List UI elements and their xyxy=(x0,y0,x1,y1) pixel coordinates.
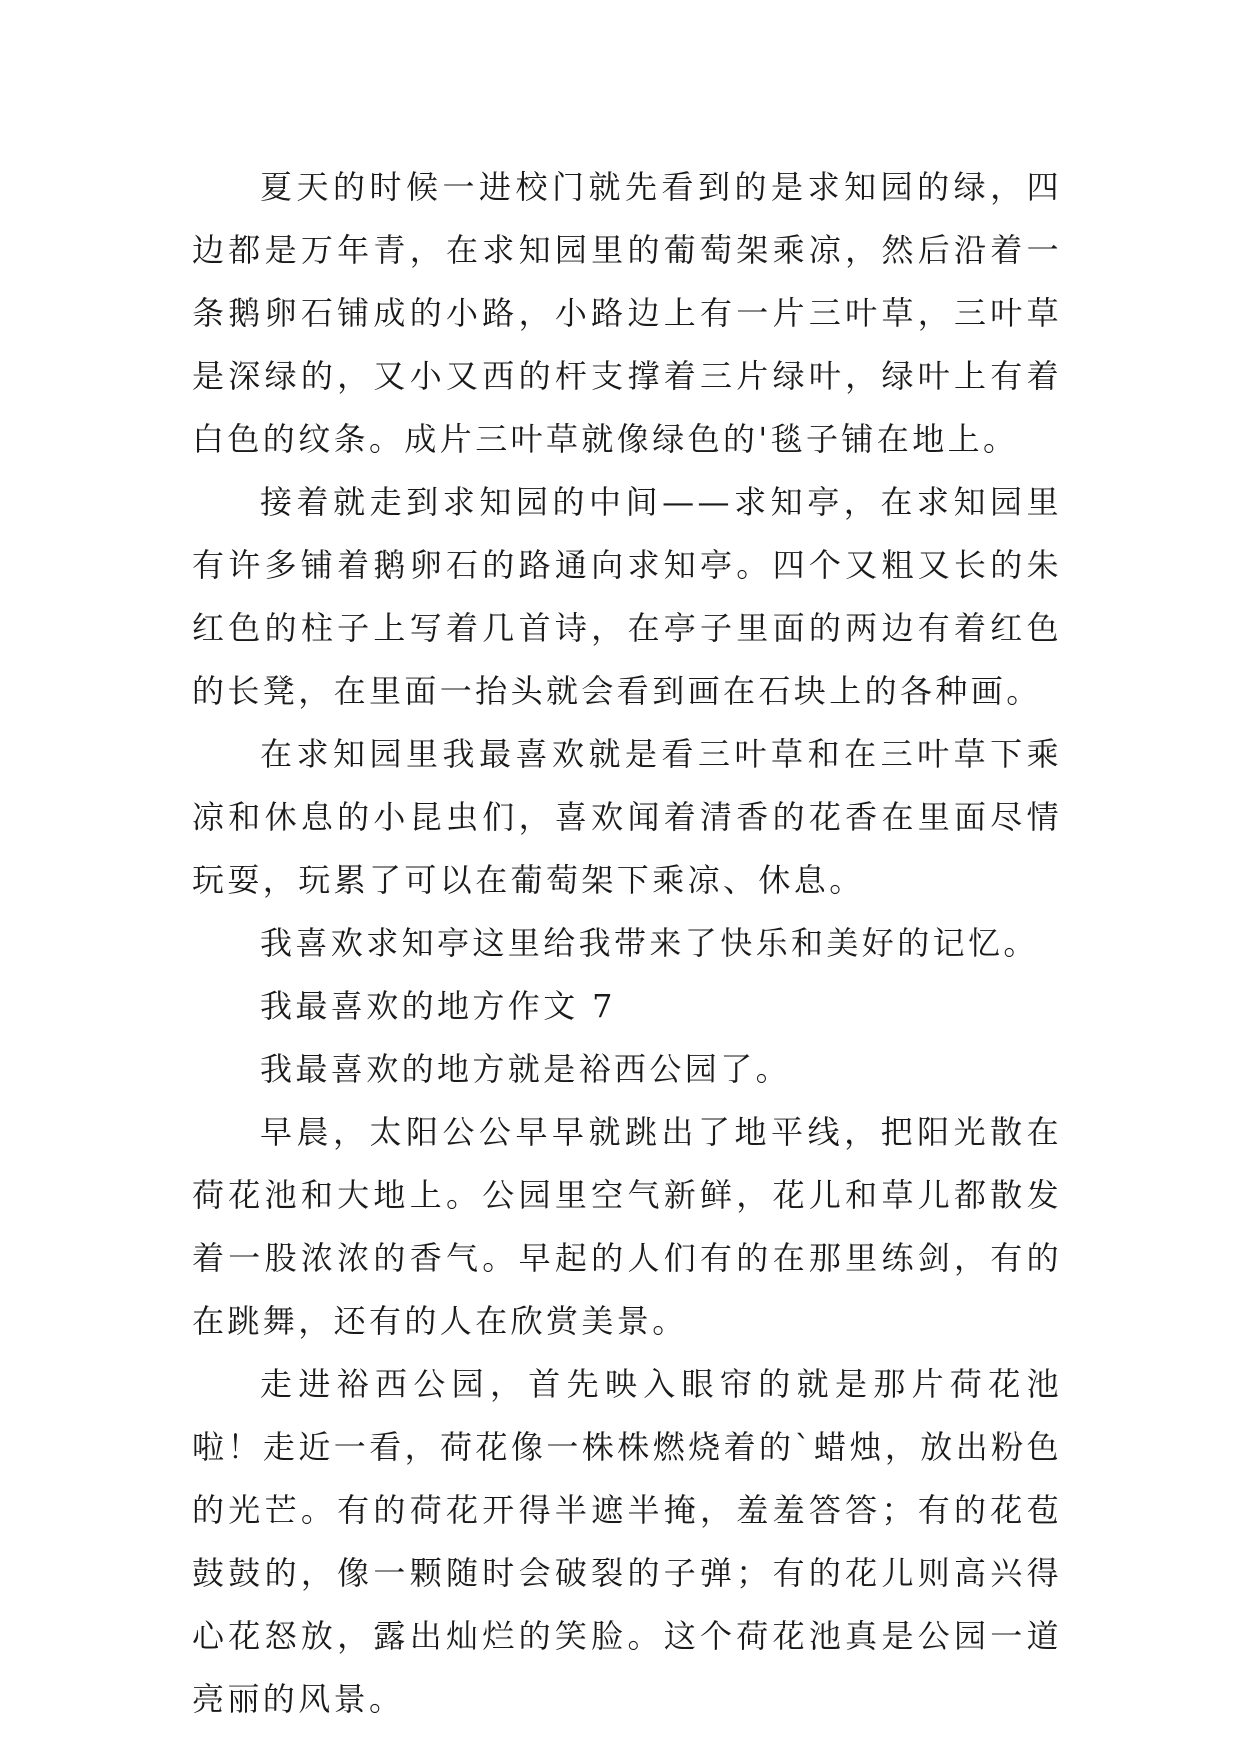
paragraph-yuxi-park-intro: 我最喜欢的地方就是裕西公园了。 xyxy=(260,1050,792,1088)
paragraph-favorite-clover: 在求知园里我最喜欢就是看三叶草和在三叶草下乘凉和休息的小昆虫们，喜欢闻着清香的花香在里面尽情玩耍，玩累了可以在葡萄架下乘凉、休息。 xyxy=(192,735,1062,899)
paragraph-happy-memories: 我喜欢求知亭这里给我带来了快乐和美好的记忆。 xyxy=(260,924,1039,962)
paragraph-grape-trellis: 夏天的时候一进校门就先看到的是求知园的绿，四边都是万年青，在求知园里的葡萄架乘凉，然后沿着一条鹅卵石铺成的小路，小路边上有一片三叶草，三叶草是深绿的，又小又西的杆支撑着三片绿叶，绿叶上有着白色的纹条。成片三叶草就像绿色的'毯子铺在地上。 xyxy=(192,168,1062,458)
paragraph-qiuzhi-pavilion: 接着就走到求知园的中间——求知亭，在求知园里有许多铺着鹅卵石的路通向求知亭。四个又粗又长的朱红色的柱子上写着几首诗，在亭子里面的两边有着红色的长凳，在里面一抬头就会看到画在石块上的各种画。 xyxy=(192,483,1062,710)
essay-title: 我最喜欢的地方作文 7 xyxy=(260,987,616,1025)
document-body xyxy=(192,156,1062,1731)
paragraph-lotus-pond: 走进裕西公园，首先映入眼帘的就是那片荷花池啦！走近一看，荷花像一株株燃烧着的`蜡烛，放出粉色的光芒。有的荷花开得半遮半掩，羞羞答答；有的花苞鼓鼓的，像一颗随时会破裂的子弹；有的花儿则高兴得心花怒放，露出灿烂的笑脸。这个荷花池真是公园一道亮丽的风景。 xyxy=(192,1365,1062,1718)
paragraph-morning: 早晨，太阳公公早早就跳出了地平线，把阳光散在荷花池和大地上。公园里空气新鲜，花儿和草儿都散发着一股浓浓的香气。早起的人们有的在那里练剑，有的在跳舞，还有的人在欣赏美景。 xyxy=(192,1113,1062,1340)
